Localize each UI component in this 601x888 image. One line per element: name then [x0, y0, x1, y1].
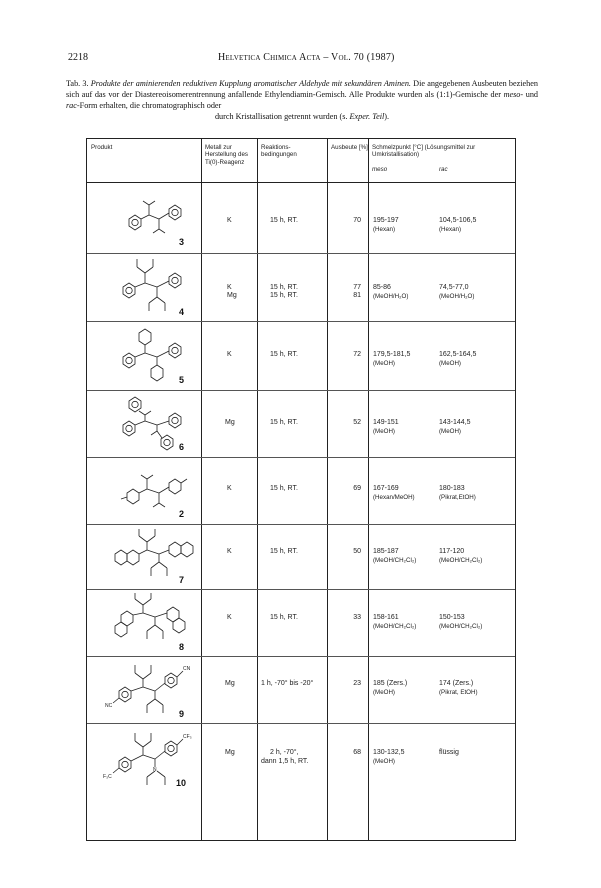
rac-solvent: (MeOH/H₂O)	[439, 293, 475, 300]
condition-cell: 15 h, RT.	[270, 548, 298, 555]
row-separator	[87, 656, 515, 657]
rac-mp: 180-183	[439, 485, 465, 492]
caption-text-1: Die angegebenen Ausbeuten beziehen sich auf das vor der Diastereoisomerentrennung anfallende Ethylendiamin-Gemisch. Alle Produkte wurden als (1:1)-Gemische der	[66, 79, 538, 99]
metal-cell: K	[227, 284, 232, 291]
table-caption	[66, 78, 538, 122]
meso-solvent: (Hexan/MeOH)	[373, 494, 415, 501]
compound-number: 4	[179, 307, 185, 317]
yield-cell: 70	[353, 217, 361, 224]
page-number: 2218	[68, 52, 88, 63]
meso-solvent: (MeOH/H₂O)	[373, 293, 409, 300]
header-meso: meso	[372, 166, 388, 173]
meso-solvent: (MeOH/CH₂Cl₂)	[373, 623, 417, 630]
meso-mp: 149-151	[373, 419, 399, 426]
row-separator	[87, 589, 515, 590]
compound-number: 9	[179, 709, 185, 719]
header-metall: Metall zur Herstellung des Ti(0)-Reagenz	[205, 144, 248, 166]
metal-cell-2: Mg	[227, 292, 237, 299]
yield-cell: 52	[353, 419, 361, 426]
meso-solvent: (MeOH)	[373, 360, 395, 367]
rac-solvent: (MeOH)	[439, 428, 461, 435]
structure-7	[111, 528, 197, 588]
metal-cell: K	[227, 548, 232, 555]
header-produkt: Produkt	[91, 144, 113, 151]
row-separator	[87, 253, 515, 254]
compound-number: 7	[179, 575, 185, 585]
caption-title: Produkte der aminierenden reduktiven Kupplung aromatischer Aldehyde mit sekundären Aminen.	[90, 79, 411, 88]
row-separator	[87, 390, 515, 391]
condition-cell: 15 h, RT.	[270, 217, 298, 224]
meso-mp: 185-187	[373, 548, 399, 555]
caption-label: Tab. 3.	[66, 79, 89, 88]
caption-exper: Exper. Teil	[349, 112, 385, 121]
label-cf3: CF₃	[183, 734, 192, 740]
rac-solvent: (MeOH/CH₂Cl₂)	[439, 557, 483, 564]
yield-cell: 77	[353, 284, 361, 291]
rac-solvent: (Pikrat, EtOH)	[439, 689, 478, 696]
header-schmelzpunkt: Schmelzpunkt [°C] (Lösungsmittel zur Umkristallisation)	[372, 144, 476, 159]
condition-cell-2: dann 1,5 h, RT.	[261, 758, 309, 765]
meso-solvent: (Hexan)	[373, 226, 396, 233]
label-cn: CN	[183, 666, 191, 672]
header-reaktion: Reaktions-bedingungen	[261, 144, 297, 159]
caption-text-4: ).	[384, 112, 390, 121]
row-separator	[87, 321, 515, 322]
condition-cell-2: 15 h, RT.	[270, 292, 298, 299]
caption-text-2: Form erhalten, die chromatographisch oder	[79, 101, 222, 110]
metal-cell: K	[227, 485, 232, 492]
condition-cell: 15 h, RT.	[270, 419, 298, 426]
caption-text-3: durch Kristallisation getrennt wurden (s.	[214, 112, 348, 121]
meso-solvent: (MeOH)	[373, 428, 395, 435]
compound-number: 6	[179, 442, 185, 452]
rac-mp: 117-120	[439, 548, 465, 555]
rac-mp: flüssig	[439, 749, 459, 756]
header-separator	[87, 182, 515, 183]
compound-number: 2	[179, 509, 185, 519]
rac-mp: 74,5-77,0	[439, 284, 469, 291]
meso-solvent: (MeOH/CH₂Cl₂)	[373, 557, 417, 564]
caption-und: und	[525, 90, 539, 99]
condition-cell: 1 h, -70° bis -20°	[261, 680, 314, 687]
caption-meso: meso-	[503, 90, 524, 99]
header-rac: rac	[439, 166, 448, 173]
yield-cell: 68	[353, 749, 361, 756]
rac-solvent: (MeOH/CH₂Cl₂)	[439, 623, 483, 630]
rac-mp: 143-144,5	[439, 419, 471, 426]
rac-mp: 174 (Zers.)	[439, 680, 474, 687]
meso-mp: 85-86	[373, 284, 391, 291]
meso-mp: 167-169	[373, 485, 399, 492]
metal-cell: K	[227, 217, 232, 224]
row-separator	[87, 723, 515, 724]
label-f3c: F₃C	[103, 774, 112, 780]
column-divider	[327, 139, 328, 840]
structure-8	[111, 593, 197, 655]
row-separator	[87, 524, 515, 525]
yield-cell: 33	[353, 614, 361, 621]
header-ausbeute: Ausbeute [%]	[331, 144, 368, 151]
product-table	[86, 138, 516, 841]
meso-mp: 130-132,5	[373, 749, 405, 756]
column-divider	[201, 139, 202, 840]
condition-cell: 15 h, RT.	[270, 614, 298, 621]
metal-cell: Mg	[225, 419, 235, 426]
yield-cell-2: 81	[353, 292, 361, 299]
meso-solvent: (MeOH)	[373, 689, 395, 696]
meso-solvent: (MeOH)	[373, 758, 395, 765]
yield-cell: 23	[353, 680, 361, 687]
compound-number: 10	[176, 778, 187, 788]
journal-title: Helvetica Chimica Acta – Vol. 70 (1987)	[218, 52, 395, 63]
metal-cell: Mg	[225, 749, 235, 756]
metal-cell: K	[227, 614, 232, 621]
meso-mp: 179,5-181,5	[373, 351, 411, 358]
yield-cell: 50	[353, 548, 361, 555]
metal-cell: Mg	[225, 680, 235, 687]
rac-solvent: (Hexan)	[439, 226, 462, 233]
meso-mp: 158-161	[373, 614, 399, 621]
column-divider	[257, 139, 258, 840]
caption-last-line	[66, 111, 538, 122]
caption-rac: rac-	[66, 101, 80, 110]
rac-mp: 162,5-164,5	[439, 351, 477, 358]
rac-solvent: (MeOH)	[439, 360, 461, 367]
rac-mp: 150-153	[439, 614, 465, 621]
running-header	[68, 52, 538, 66]
rac-mp: 104,5-106,5	[439, 217, 477, 224]
condition-cell: 2 h, -70°,	[270, 749, 299, 756]
label-nc: NC	[105, 703, 113, 709]
compound-number: 5	[179, 375, 185, 385]
column-divider	[368, 139, 369, 840]
metal-cell: K	[227, 351, 232, 358]
yield-cell: 72	[353, 351, 361, 358]
meso-mp: 185 (Zers.)	[373, 680, 408, 687]
condition-cell: 15 h, RT.	[270, 351, 298, 358]
meso-mp: 195-197	[373, 217, 399, 224]
label-n: N	[153, 767, 157, 773]
compound-number: 8	[179, 642, 185, 652]
compound-number: 3	[179, 237, 185, 247]
condition-cell: 15 h, RT.	[270, 284, 298, 291]
condition-cell: 15 h, RT.	[270, 485, 298, 492]
rac-solvent: (Pikrat,EtOH)	[439, 494, 476, 501]
yield-cell: 69	[353, 485, 361, 492]
row-separator	[87, 457, 515, 458]
